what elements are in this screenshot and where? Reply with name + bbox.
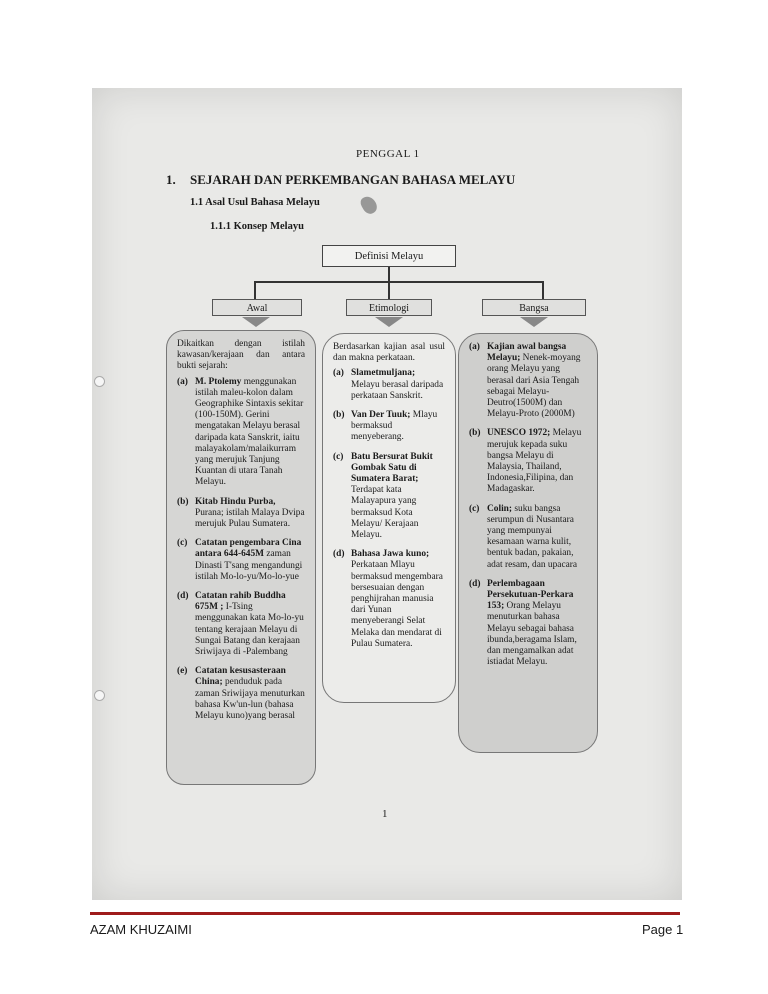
list-item: (a) M. Ptolemy menggunakan istilah maleu-kolon dalam Geographike Sintaxis sekitar (100-150M). Gerini mengatakan Melayu berasal daripada kata Sanskrit, iaitu malayakolam/malaikurram yang merujuk Tanjung Kuantan di utara Tanah Melayu. xyxy=(177,376,304,488)
list-item: (b) Kitab Hindu Purba, Purana; istilah Malaya Dvipa merujuk Pulau Sumatera. xyxy=(177,496,305,530)
bangsa-card xyxy=(458,333,598,753)
penggal-heading: PENGGAL 1 xyxy=(356,148,420,160)
scan-page-number: 1 xyxy=(382,808,388,820)
chapter-title: SEJARAH DAN PERKEMBANGAN BAHASA MELAYU xyxy=(190,172,516,187)
connector-line xyxy=(254,281,256,299)
footer-page: Page 1 xyxy=(642,922,684,937)
list-item: (c) Catatan pengembara Cina antara 644-645M zaman Dinasti T'sang mengandungi istilah Mo-lo-yu/Mo-lo-yue xyxy=(177,538,303,582)
section-heading: 1.1 Asal Usul Bahasa Melayu xyxy=(190,197,320,208)
connector-line xyxy=(254,281,544,283)
list-item: (d) Catatan rahib Buddha 675M ; I-Tsing menggunakan kata Mo-lo-yu tentang kerajaan Melayu di Sungai Batang dan kerajaan Sriwijaya di -Palembang xyxy=(177,591,304,658)
list-item: (d) Perlembagaan Persekutuan-Perkara 153; Orang Melayu menuturkan bahasa Melayu sebagai bahasa ibunda,beragama Islam, dan mengamalkan adat istiadat Melayu. xyxy=(469,578,577,668)
connector-line xyxy=(388,267,390,281)
subsection-heading: 1.1.1 Konsep Melayu xyxy=(210,221,304,232)
branch-bangsa: Bangsa xyxy=(482,299,586,316)
branch-awal: Awal xyxy=(212,299,302,316)
down-arrow-icon xyxy=(242,317,270,327)
definisi-melayu-box: Definisi Melayu xyxy=(322,245,456,267)
footer-rule xyxy=(90,912,680,915)
list-item: (a) Kajian awal bangsa Melayu; Nenek-moyang orang Melayu yang berasal dari Asia Tengah sebagai Melayu-Deutro(1500M) dan Melayu-Proto (2000M) xyxy=(469,342,581,420)
down-arrow-icon xyxy=(375,317,403,327)
branch-etimologi: Etimologi xyxy=(346,299,432,316)
punch-hole xyxy=(94,376,105,387)
list-item: (a) Slametmuljana; Melayu berasal daripada perkataan Sanskrit. xyxy=(333,368,444,401)
etimologi-intro: Berdasarkan kajian asal usul dan makna perkataan. xyxy=(333,342,445,364)
down-arrow-icon xyxy=(520,317,548,327)
list-item: (c) Batu Bersurat Bukit Gombak Satu di Sumatera Barat; Terdapat kata Malayapura yang bermaksud Kota Melayu/ Kerajaan Melayu. xyxy=(333,451,433,541)
etimologi-card xyxy=(322,333,456,703)
connector-line xyxy=(388,281,390,299)
list-item: (d) Bahasa Jawa kuno; Perkataan Mlayu bermaksud mengembara bersesuaian dengan penghijrahan manusia dari Yunan menyeberangi Selat Melaka dan mendarat di Pulau Sumatera. xyxy=(333,549,443,649)
list-item: (b) UNESCO 1972; Melayu merujuk kepada suku bangsa Melayu di Malaysia, Thailand, Indonesia,Filipina, dan Madagaskar. xyxy=(469,428,582,495)
chapter-number: 1. xyxy=(166,172,176,187)
footer-author: AZAM KHUZAIMI xyxy=(90,922,192,937)
list-item: (c) Colin; suku bangsa serumpun di Nusantara yang mempunyai kesamaan warna kulit, bentuk badan, pakaian, adat resam, dan upacara xyxy=(469,503,578,570)
list-item: (e) Catatan kesusasteraan China; penduduk pada zaman Sriwijaya menuturkan bahasa Kw'un-lun (bahasa Melayu kuno)yang berasal xyxy=(177,666,305,722)
list-item: (b) Van Der Tuuk; Mlayu bermaksud menyeberang. xyxy=(333,410,438,443)
awal-intro: Dikaitkan dengan istilah kawasan/kerajaan dan antara bukti sejarah: xyxy=(177,339,305,372)
connector-line xyxy=(542,281,544,299)
punch-hole xyxy=(94,690,105,701)
awal-card xyxy=(166,330,316,785)
